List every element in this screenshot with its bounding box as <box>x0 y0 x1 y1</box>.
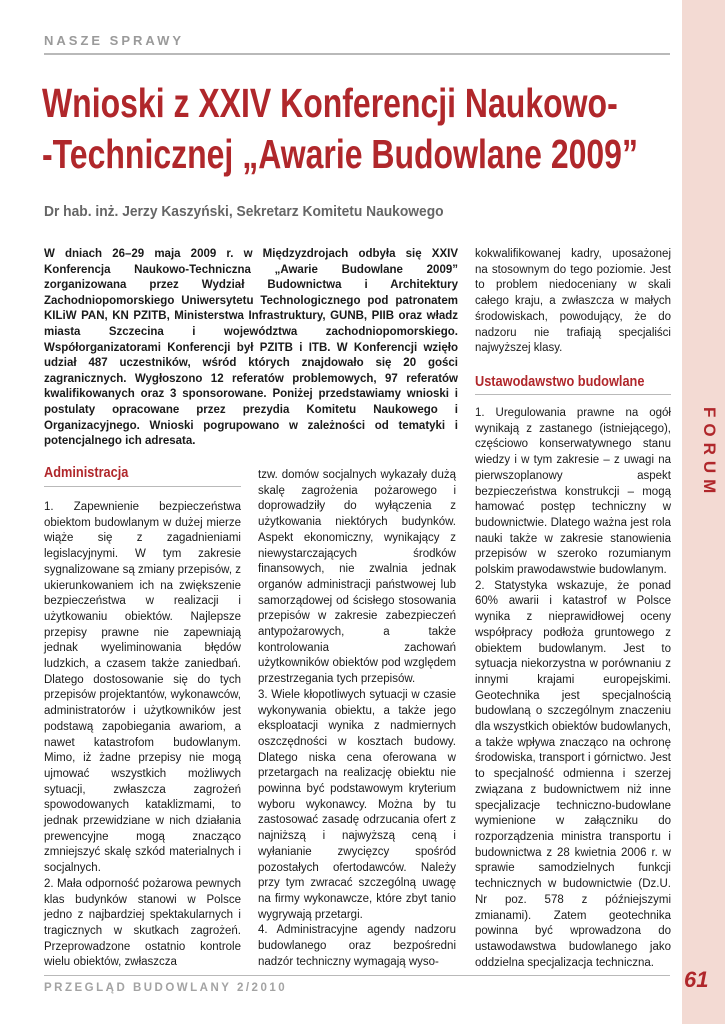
author-byline: Dr hab. inż. Jerzy Kaszyński, Sekretarz Komitetu Naukowego <box>44 203 444 220</box>
journal-footer: PRZEGLĄD BUDOWLANY 2/2010 <box>44 982 288 994</box>
heading-administracja: Administracja <box>44 465 129 481</box>
paragraph: kokwalifikowanej kadry, uposażonej na stosownym do tego poziomie. Jest to problem niedoceniany w skali całego kraju, a zwłaszcza w małych środowiskach, powodujący, że do nadzoru nie trafiają specjaliści najwyższej klasy. <box>475 248 671 355</box>
paragraph: 2. Mała odporność pożarowa pewnych klas budynków stanowi w Polsce jedno z najbardziej spektakularnych i tragicznych w skutkach zagrożeń. Przeprowadzone ostatnio kontrole wielu obiektów, zwłaszcza <box>44 877 241 969</box>
heading-ustawodawstwo: Ustawodawstwo budowlane <box>475 374 645 390</box>
column-1 <box>44 500 241 971</box>
bottom-divider <box>44 975 670 976</box>
page-number: 61 <box>684 967 709 992</box>
top-divider <box>44 53 670 55</box>
paragraph: 4. Administracyjne agendy nadzoru budowlanego oraz bezpośredni nadzór techniczny wymagają wyso- <box>258 924 456 968</box>
column-3 <box>475 406 671 971</box>
article-title <box>42 78 638 180</box>
section-side-label: FORUM <box>700 407 719 500</box>
paragraph: 2. Statystyka wskazuje, że ponad 60% awarii i katastrof w Polsce wynika z nieprawidłowej oceny współpracy podłoża gruntowego z obiektem budowlanym. Jest to sytuacja niekorzystna w porównaniu z innymi krajami europejskimi. Geotechnika jest specjalnością budowlaną o szczególnym znaczeniu dla wszystkich obiektów budowlanych, a także wpływa znacząco na ochronę środowiska, transport i górnictwo. Jest to specjalność odmienna i szerzej związana z budownictwem niż inne specjalizacje techniczno-budowlane wymienione w załączniku do rozporządzenia ministra transportu i budownictwa z 28 kwietnia 2006 r. w sprawie samodzielnych funkcji technicznych w budownictwie (Dz.U. Nr poz. 578 z późniejszymi zmianami). Zatem geotechnika powinna być wprowadzona do ustawodawstwa budowlanego jako oddzielna specjalizacja techniczna. <box>475 579 671 969</box>
heading-divider <box>44 486 241 487</box>
heading-divider <box>475 394 671 395</box>
paragraph: 1. Uregulowania prawne na ogół wynikają z zastanego (istniejącego), częściowo konserwatywnego stanu wiedzy i w tym zakresie – z uwagi na pierwszoplanowy aspekt bezpieczeństwa konstrukcji – mogą hamować postęp techniczny w budownictwie. Dlatego ważna jest rola nauki także w zakresie stanowienia przepisów w szeroko rozumianym polskim prawodawstwie budowlanym. <box>475 407 671 577</box>
section-tag: NASZE SPRAWY <box>44 33 185 48</box>
title-line-1: Wnioski z XXIV Konferencji Naukowo- <box>42 80 618 126</box>
column-3-top <box>475 247 671 357</box>
paragraph: tzw. domów socjalnych wykazały dużą skalę zagrożenia pożarowego i doprowadziły do wyłączenia z użytkowania niektórych budynków. Aspekt ekonomiczny, wynikający z niewystarczających środków finansowych, nie zwalnia jednak organów administracji państwowej lub samorządowej od ścisłego stosowania przepisów w zakresie zabezpieczeń antypożarowych, a także kontrolowania zachowań użytkowników obiektów pod względem przestrzegania tych przepisów. <box>258 469 456 686</box>
column-2 <box>258 468 456 971</box>
title-line-2: -Technicznej „Awarie Budowlane 2009” <box>42 131 638 177</box>
lead-paragraph: W dniach 26–29 maja 2009 r. w Międzyzdrojach odbyła się XXIV Konferencja Naukowo-Techniczna „Awarie Budowlane 2009” zorganizowana przez Wydział Budownictwa i Architektury Zachodniopomorskiego Uniwersytetu Technologicznego pod patronatem KILiW PAN, KN PZITB, Ministerstwa Infrastruktury, GUNB, PIIB oraz władz miasta Szczecina i województwa zachodniopomorskiego. Współorganizatorami Konferencji był PZITB i ITB. W Konferencji wzięło udział 487 uczestników, wśród których znajdowało się 20 gości zagranicznych. Wygłoszono 12 referatów problemowych, 97 referatów kwalifikowanych oraz 3 sponsorowane. Poniżej przedstawiamy wnioski i postulaty opracowane przez prezydia Komitetu Naukowego i Organizacyjnego. Wnioski pogrupowano w zależności od tematyki i potencjalnego ich adresata. <box>44 248 458 448</box>
paragraph: 3. Wiele kłopotliwych sytuacji w czasie wykonywania obiektu, a także jego eksploatacji wynika z nadmiernych oszczędności w kosztach budowy. Dlatego niska cena oferowana w przetargach na realizację obiektu nie powinna być podstawowym kryterium wyboru wykonawcy. Można by tu zastosować zasadę odrzucania ofert z najniższą i najwyższą ceną i wyłanianie zwycięzcy spośród pozostałych ofertodawców. Należy przy tym zwracać szczególną uwagę na firmy wykonawcze, które zbyt tanio wygrywają przetargi. <box>258 688 456 921</box>
side-band <box>682 0 725 1024</box>
paragraph: 1. Zapewnienie bezpieczeństwa obiektom budowlanym w dużej mierze wiąże się z zagadnieniami legislacyjnymi. W tym zakresie sygnalizowane są zmiany przepisów, z ukierunkowaniem ich na zwiększenie bezpieczeństwa w realizacji i użytkowaniu obiektów. Najlepsze przepisy prawne nie zapewniają jednak wyeliminowania błędów ludzkich, a czasem także zaniedbań. Dlatego dostosowanie się do tych przepisów projektantów, wykonawców, administratorów i użytkowników jest podstawą zapobiegania awariom, a nawet katastrofom budowlanym. Mimo, iż żadne przepisy nie mogą ujmować wszystkich możliwych sytuacji, zwłaszcza zagrożeń spowodowanych kataklizmami, to jednak przewidziane w nich działania prewencyjne mogą znacząco zmniejszyć skalę szkód materialnych i socjalnych. <box>44 501 241 875</box>
